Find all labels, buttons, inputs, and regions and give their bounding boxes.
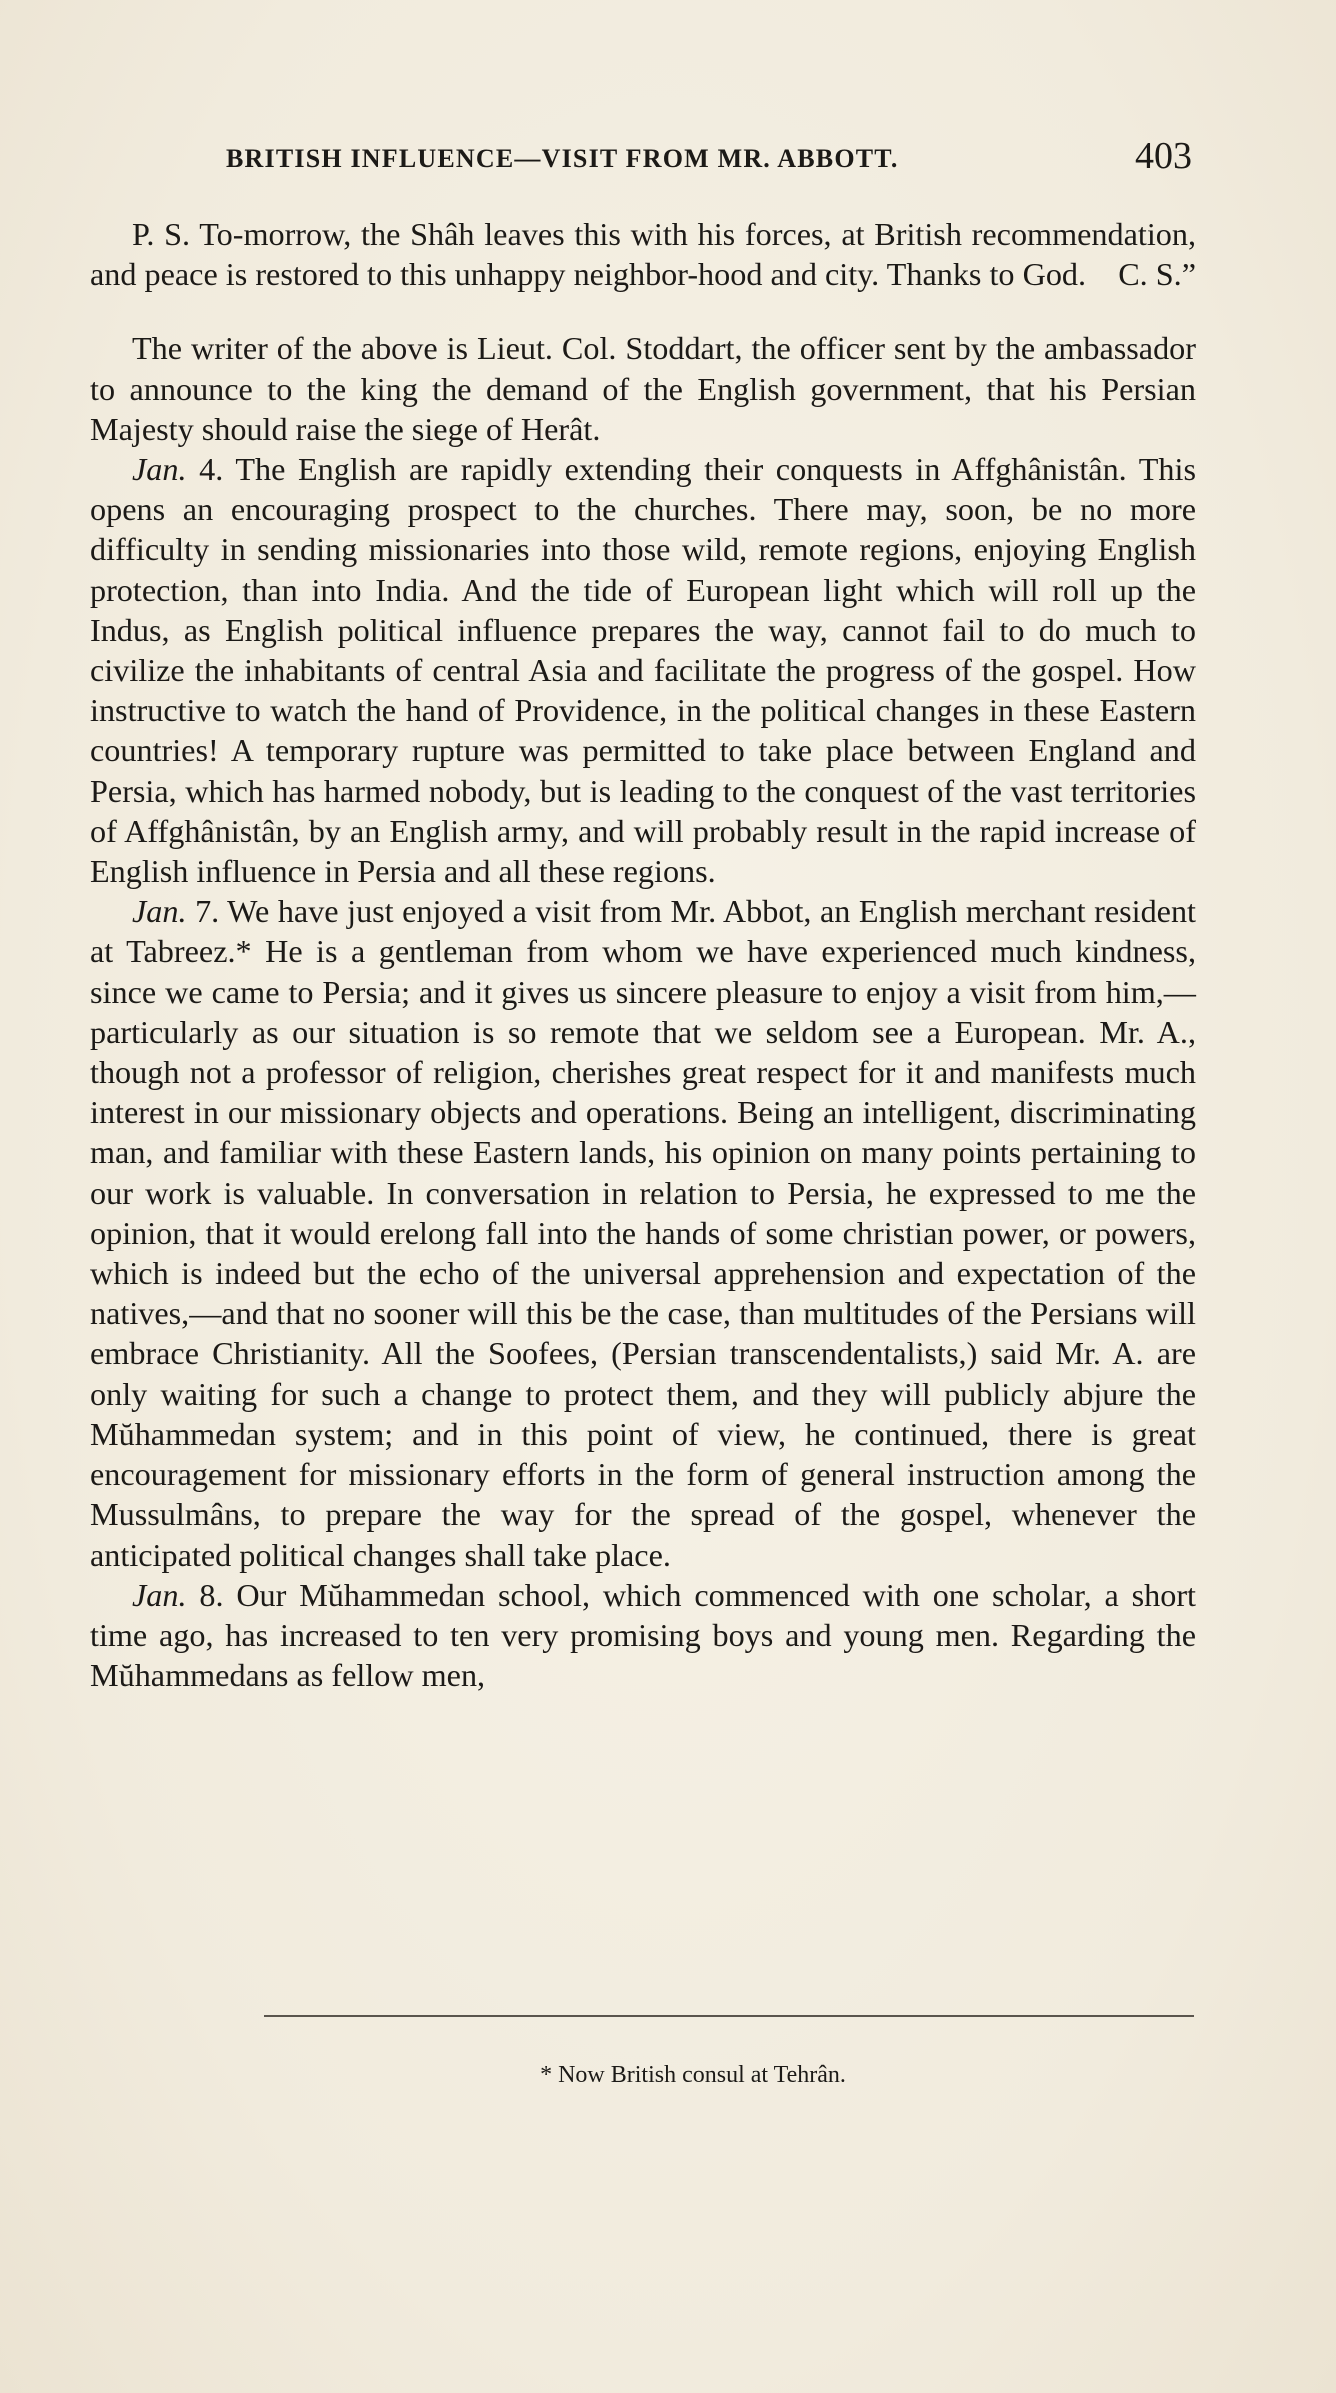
page-number: 403 bbox=[1135, 135, 1192, 177]
paragraph-text: 4. The English are rapidly extending their conquests in Affghânistân. This opens an encouraging prospect to the churches. There may, soon, be no more difficulty in sending missionaries into those wild, remote regions, enjoying English protection, than into India. And the tide of European light which will roll up the Indus, as English political influence prepares the way, cannot fail to do much to civilize the inhabitants of central Asia and facilitate the progress of the gospel. How instructive to watch the hand of Providence, in the political changes in these Eastern countries! A temporary rupture was permitted to take place between England and Persia, which has harmed nobody, but is leading to the conquest of the vast territories of Affghânistân, by an English army, and will probably result in the rapid increase of English influence in Persia and all these regions. bbox=[90, 451, 1196, 890]
entry-date: Jan. bbox=[132, 451, 187, 488]
footnote: * Now British consul at Tehrân. bbox=[540, 2062, 846, 2088]
postscript-paragraph bbox=[90, 214, 1196, 294]
paragraph-jan-7 bbox=[90, 891, 1196, 1574]
body-text bbox=[90, 214, 1196, 1695]
postscript-text: P. S. To-morrow, the Shâh leaves this with his forces, at British recommendation, and peace is restored to this unhappy neighbor-hood and city. Thanks to God. bbox=[90, 216, 1196, 293]
page-header bbox=[220, 135, 1192, 182]
running-head: BRITISH INFLUENCE—VISIT FROM MR. ABBOTT. bbox=[226, 144, 899, 173]
paragraph-text: 7. We have just enjoyed a visit from Mr. Abbot, an English merchant resident at Tabreez.* He is a gentleman from whom we have experienced much kindness, since we came to Persia; and it gives us sincere pleasure to enjoy a visit from him,—particularly as our situation is so remote that we seldom see a European. Mr. A., though not a professor of religion, cherishes great respect for it and manifests much interest in our missionary objects and operations. Being an intelligent, discriminating man, and familiar with these Eastern lands, his opinion on many points pertaining to our work is valuable. In conversation in relation to Persia, he expressed to me the opinion, that it would erelong fall into the hands of some christian power, or powers, which is indeed but the echo of the universal apprehension and expectation of the natives,—and that no sooner will this be the case, than multitudes of the Persians will embrace Christianity. All the Soofees, (Persian transcendentalists,) said Mr. A. are only waiting for such a change to protect them, and they will publicly abjure the Mŭhammedan system; and in this point of view, he continued, there is great encouragement for missionary efforts in the form of general instruction among the Mussulmâns, to prepare the way for the spread of the gospel, whenever the anticipated political changes shall take place. bbox=[90, 893, 1196, 1573]
footnote-rule bbox=[264, 2015, 1194, 2017]
entry-date: Jan. bbox=[132, 1576, 187, 1613]
postscript-signature: C. S.” bbox=[1118, 256, 1196, 293]
paragraph-text: 8. Our Mŭhammedan school, which commenced with one scholar, a short time ago, has increased to ten very promising boys and young men. Regarding the Mŭhammedans as fellow men, bbox=[90, 1576, 1196, 1694]
paragraph-stoddart bbox=[90, 328, 1196, 449]
paragraph-jan-8 bbox=[90, 1575, 1196, 1696]
entry-date: Jan. bbox=[132, 893, 187, 930]
paragraph-jan-4 bbox=[90, 449, 1196, 891]
paragraph-text: The writer of the above is Lieut. Col. Stoddart, the officer sent by the ambassador to announce to the king the demand of the English government, that his Persian Majesty should raise the siege of Herât. bbox=[90, 330, 1196, 447]
